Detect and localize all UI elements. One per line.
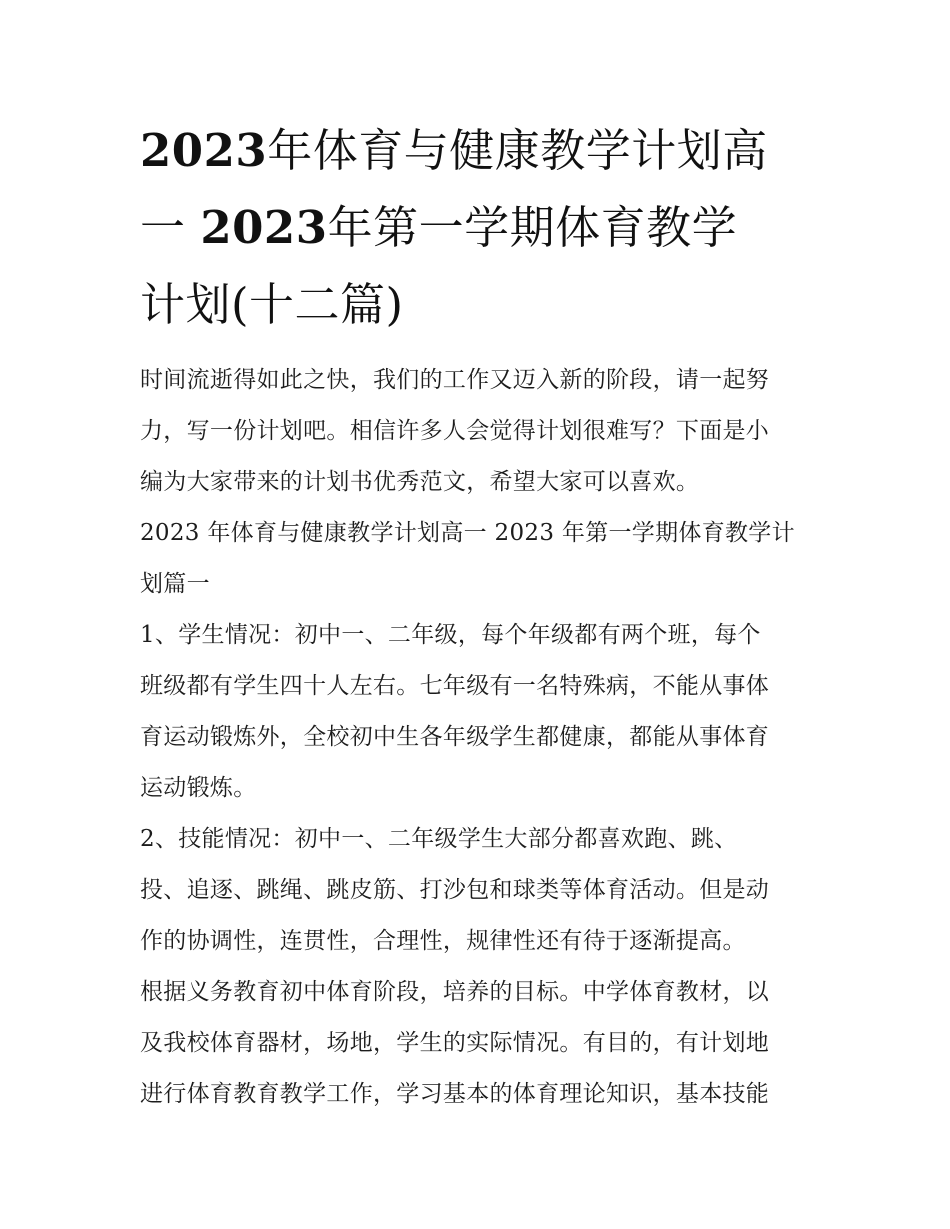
document-title	[140, 112, 812, 343]
title-text: 一	[140, 201, 201, 254]
text-line: 2023 年体育与健康教学计划高一 2023 年第一学期体育教学计	[140, 520, 795, 546]
title-line-1	[140, 112, 812, 189]
title-year: 2023	[140, 124, 268, 177]
title-text: 年体育与健康教学计划高	[267, 124, 768, 177]
text-line: 育运动锻炼外，全校初中生各年级学生都健康，都能从事体育	[140, 724, 770, 750]
text-line: 投、追逐、跳绳、跳皮筋、打沙包和球类等体育活动。但是动	[140, 877, 770, 903]
text-line: 及我校体育器材，场地，学生的实际情况。有目的，有计划地	[140, 1030, 770, 1056]
document-page	[140, 112, 812, 1120]
text-line: 编为大家带来的计划书优秀范文，希望大家可以喜欢。	[140, 469, 700, 495]
title-year: 2023	[200, 201, 328, 254]
text-line: 根据义务教育初中体育阶段，培养的目标。中学体育教材，以	[140, 979, 770, 1005]
section-heading	[140, 508, 812, 610]
text-line: 力，写一份计划吧。相信许多人会觉得计划很难写？下面是小	[140, 418, 770, 444]
title-text: 年第一学期体育教学	[327, 201, 738, 254]
student-situation-paragraph	[140, 610, 812, 814]
text-line: 2、技能情况：初中一、二年级学生大部分都喜欢跑、跳、	[140, 826, 738, 852]
text-line: 运动锻炼。	[140, 775, 257, 801]
intro-paragraph	[140, 355, 812, 508]
text-line: 时间流逝得如此之快，我们的工作又迈入新的阶段，请一起努	[140, 367, 770, 393]
title-line-3	[140, 266, 812, 343]
text-line: 进行体育教育教学工作，学习基本的体育理论知识，基本技能	[140, 1081, 770, 1107]
skill-situation-paragraph	[140, 814, 812, 967]
text-line: 1、学生情况：初中一、二年级，每个年级都有两个班，每个	[140, 622, 761, 648]
text-line: 划篇一	[140, 571, 210, 597]
text-line: 班级都有学生四十人左右。七年级有一名特殊病，不能从事体	[140, 673, 770, 699]
title-line-2	[140, 189, 812, 266]
text-line: 作的协调性，连贯性，合理性，规律性还有待于逐渐提高。	[140, 928, 746, 954]
document-body	[140, 355, 812, 1120]
title-text: 计划(十二篇)	[140, 278, 404, 331]
goals-paragraph	[140, 967, 812, 1120]
